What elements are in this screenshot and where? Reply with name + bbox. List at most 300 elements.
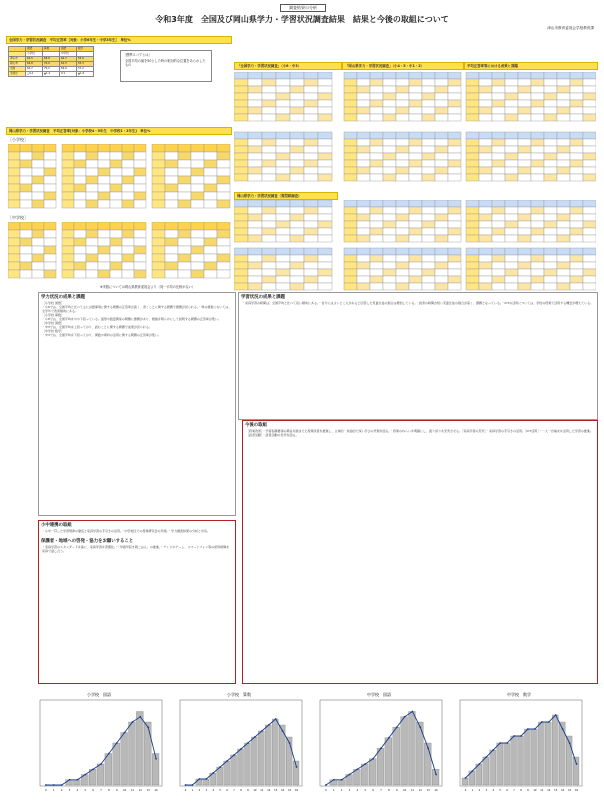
grid-cell <box>409 167 422 174</box>
grid-cell <box>492 139 505 146</box>
chart-tick-label: 14 <box>154 789 158 792</box>
grid-cell <box>134 176 146 184</box>
grid-cell <box>318 207 332 214</box>
grid-cell <box>32 144 44 152</box>
grid-cell <box>98 238 110 246</box>
grid-cell <box>479 93 492 100</box>
chart-bar <box>531 729 537 785</box>
grid-cell <box>8 184 20 192</box>
grid-cell <box>583 132 596 139</box>
section-study-status <box>238 292 598 420</box>
grid-cell <box>134 152 146 160</box>
grid-cell <box>276 174 290 181</box>
grid-cell <box>518 167 531 174</box>
grid-cell <box>357 276 370 283</box>
grid-cell <box>544 248 557 255</box>
grid-cell <box>466 79 479 86</box>
grid-cell <box>531 283 544 290</box>
grid-cell <box>318 235 332 242</box>
grid-cell <box>234 174 248 181</box>
grid-cell <box>178 238 191 246</box>
grid-cell <box>422 214 435 221</box>
grid-cell <box>32 200 44 208</box>
section-future-actions <box>242 420 598 684</box>
grid-cell <box>110 152 122 160</box>
chart-point <box>192 784 194 786</box>
grid-cell <box>518 235 531 242</box>
chart-bar <box>511 736 517 785</box>
grid-cell <box>44 222 56 230</box>
grid-cell <box>217 246 230 254</box>
chart-bar <box>265 725 271 785</box>
grid-cell <box>134 184 146 192</box>
grid-cell <box>318 100 332 107</box>
grid-cell <box>152 184 165 192</box>
grid-cell <box>370 262 383 269</box>
grid-cell <box>479 132 492 139</box>
grid-cell <box>396 107 409 114</box>
score-cell: 68.8 <box>43 57 60 62</box>
grid-cell <box>531 132 544 139</box>
grid-cell <box>583 248 596 255</box>
grid-cell <box>544 283 557 290</box>
grid-cell <box>492 114 505 121</box>
grid-cell <box>110 144 122 152</box>
grid-cell <box>466 107 479 114</box>
grid-cell <box>435 100 448 107</box>
grid-cell <box>98 246 110 254</box>
grid-cell <box>396 269 409 276</box>
grid-cell <box>370 139 383 146</box>
chart-point <box>212 772 214 774</box>
grid-cell <box>8 168 20 176</box>
grid-cell <box>435 214 448 221</box>
grid-cell <box>234 100 248 107</box>
score-cell: 57.2 <box>77 67 94 72</box>
grid-cell <box>304 100 318 107</box>
grid-cell <box>435 146 448 153</box>
grid-cell <box>370 235 383 242</box>
grid-cell <box>344 146 357 153</box>
grid-cell <box>505 72 518 79</box>
grid-cell <box>448 72 461 79</box>
grid-cell <box>122 168 134 176</box>
grid-cell <box>396 79 409 86</box>
grid-cell <box>8 238 20 246</box>
grid-cell <box>165 168 178 176</box>
grid-cell <box>570 114 583 121</box>
grid-cell <box>466 132 479 139</box>
grid-cell <box>74 254 86 262</box>
grid-cell <box>178 184 191 192</box>
grid-cell <box>234 93 248 100</box>
grid-cell <box>98 160 110 168</box>
chart-tick-label: 16 <box>575 789 579 792</box>
grid-cell <box>492 146 505 153</box>
grid-cell <box>448 269 461 276</box>
chart-point <box>388 737 390 739</box>
grid-cell <box>20 152 32 160</box>
grid-cell <box>262 86 276 93</box>
grid-cell <box>479 86 492 93</box>
score-header-cell: 国語 <box>60 47 77 52</box>
grid-cell <box>544 235 557 242</box>
grid-cell <box>134 238 146 246</box>
grid-cell <box>62 200 74 208</box>
grid-cell <box>276 107 290 114</box>
grid-cell <box>32 192 44 200</box>
grid-cell <box>32 176 44 184</box>
grid-cell <box>248 114 262 121</box>
score-cell: 64.7 <box>60 57 77 62</box>
grid-cell <box>276 255 290 262</box>
grid-cell <box>492 269 505 276</box>
grid-cell <box>370 276 383 283</box>
grid-cell <box>583 86 596 93</box>
grid-cell <box>544 139 557 146</box>
grid-cell <box>383 269 396 276</box>
grid-cell <box>479 114 492 121</box>
grid-cell <box>290 79 304 86</box>
grid-cell <box>531 153 544 160</box>
grid-cell <box>276 276 290 283</box>
grid-cell <box>531 255 544 262</box>
grid-cell <box>544 174 557 181</box>
grid-cell <box>370 93 383 100</box>
grid-cell <box>383 160 396 167</box>
grid-cell <box>178 192 191 200</box>
grid-cell <box>518 79 531 86</box>
grid-cell <box>110 192 122 200</box>
grid-cell <box>344 93 357 100</box>
grid-cell <box>304 153 318 160</box>
grid-cell <box>409 107 422 114</box>
grid-cell <box>466 139 479 146</box>
grid-cell <box>344 139 357 146</box>
chart-tick-label: 9 <box>527 789 529 792</box>
grid-cell <box>583 139 596 146</box>
grid-cell <box>110 270 122 278</box>
grid-cell <box>531 114 544 121</box>
grid-cell <box>570 107 583 114</box>
score-cell: 55.6 <box>77 57 94 62</box>
score-header-cell: 数学 <box>77 47 94 52</box>
grid-cell <box>248 248 262 255</box>
grid-cell <box>304 79 318 86</box>
grid-cell <box>370 248 383 255</box>
grid-cell <box>276 72 290 79</box>
junior-label: ［中学校］ <box>8 215 28 220</box>
grid-cell <box>20 270 32 278</box>
grid-cell <box>344 214 357 221</box>
grid-cell <box>344 72 357 79</box>
grid-cell <box>583 283 596 290</box>
grid-cell <box>505 228 518 235</box>
chart-point <box>427 747 429 749</box>
grid-cell <box>422 276 435 283</box>
grid-cell <box>318 72 332 79</box>
grid-cell <box>44 262 56 270</box>
grid-cell <box>276 167 290 174</box>
grid-cell <box>86 262 98 270</box>
grid-cell <box>531 146 544 153</box>
grid-cell <box>191 184 204 192</box>
sec1-text3: ・中3では、全国平均を上回っており、読むことに関する問題で成果が見られる。 <box>42 325 152 329</box>
grid-cell <box>492 262 505 269</box>
grid-cell <box>422 269 435 276</box>
grid-cell <box>62 184 74 192</box>
chart-bar <box>552 715 558 785</box>
chart-point <box>562 728 564 730</box>
grid-cell <box>557 200 570 207</box>
grid-cell <box>505 167 518 174</box>
chart-title: 小学校 国語 <box>87 692 111 697</box>
grid-cell <box>248 283 262 290</box>
grid-cell <box>409 79 422 86</box>
chart-point <box>555 714 557 716</box>
grid-cell <box>479 139 492 146</box>
grid-cell <box>20 230 32 238</box>
chart-tick-label: 14 <box>561 789 565 792</box>
grid-cell <box>479 167 492 174</box>
chart-tick-label: 8 <box>108 789 110 792</box>
chart-tick-label: 15 <box>568 789 572 792</box>
right-top-bar-3: 平均正答率等における成果と課題 <box>464 62 598 70</box>
grid-cell <box>20 192 32 200</box>
chart-tick-label: 3 <box>68 789 71 792</box>
grid-cell <box>152 200 165 208</box>
chart-tick-label: 4 <box>492 789 495 792</box>
score-cell: ▲1.4 <box>43 72 60 77</box>
chart-tick-label: 7 <box>233 789 235 792</box>
grid-cell <box>134 246 146 254</box>
grid-cell <box>466 72 479 79</box>
grid-cell <box>20 246 32 254</box>
grid-cell <box>466 153 479 160</box>
grid-cell <box>304 235 318 242</box>
grid-cell <box>344 276 357 283</box>
grid-cell <box>152 176 165 184</box>
grid-cell <box>557 283 570 290</box>
grid-cell <box>518 72 531 79</box>
score-cell: 全国 <box>9 67 26 72</box>
grid-cell <box>383 262 396 269</box>
grid-cell <box>74 184 86 192</box>
grid-cell <box>217 184 230 192</box>
grid-cell <box>448 132 461 139</box>
grid-cell <box>20 144 32 152</box>
grid-cell <box>448 214 461 221</box>
grid-cell <box>518 107 531 114</box>
grid-cell <box>531 107 544 114</box>
grid-cell <box>531 167 544 174</box>
grid-cell <box>544 207 557 214</box>
grid-cell <box>383 174 396 181</box>
score-cell: 64.7 <box>26 67 43 72</box>
grid-cell <box>290 132 304 139</box>
chart-point <box>412 711 414 713</box>
grid-cell <box>344 262 357 269</box>
grid-cell <box>262 269 276 276</box>
grid-cell <box>344 86 357 93</box>
grid-cell <box>370 255 383 262</box>
grid-cell <box>492 86 505 93</box>
grid-cell <box>178 254 191 262</box>
grid-cell <box>544 132 557 139</box>
grid-cell <box>290 283 304 290</box>
grid-cell <box>276 207 290 214</box>
chart-tick-label: 1 <box>333 789 335 792</box>
grid-cell <box>74 168 86 176</box>
grid-cell <box>122 192 134 200</box>
grid-cell <box>396 248 409 255</box>
grid-cell <box>217 200 230 208</box>
grid-cell <box>492 207 505 214</box>
grid-cell <box>557 153 570 160</box>
small-note: ※実数については岡山県教育委員会より（同一平均の比較がない） <box>100 285 196 289</box>
chart-bar <box>272 719 278 785</box>
chart-bar <box>105 754 112 786</box>
score-cell: ▲1.6 <box>77 72 94 77</box>
grid-cell <box>492 167 505 174</box>
grid-cell <box>557 214 570 221</box>
chart-tick-label: 0 <box>45 789 47 792</box>
grid-cell <box>44 184 56 192</box>
chart-point <box>45 784 47 786</box>
grid-cell <box>518 174 531 181</box>
grid-cell <box>44 230 56 238</box>
grid-cell <box>357 255 370 262</box>
grid-cell <box>505 255 518 262</box>
grid-cell <box>435 107 448 114</box>
grid-cell <box>262 139 276 146</box>
grid-cell <box>409 276 422 283</box>
grid-cell <box>20 200 32 208</box>
grid-cell <box>466 100 479 107</box>
grid-cell <box>383 221 396 228</box>
grid-cell <box>165 254 178 262</box>
grid-cell <box>492 248 505 255</box>
grid-cell <box>110 200 122 208</box>
chart-bar <box>251 737 257 785</box>
grid-cell <box>32 238 44 246</box>
grid-cell <box>134 270 146 278</box>
grid-cell <box>276 100 290 107</box>
grid-cell <box>544 228 557 235</box>
chart-point <box>116 742 118 744</box>
grid-cell <box>370 146 383 153</box>
grid-cell <box>32 222 44 230</box>
grid-cell <box>178 230 191 238</box>
grid-cell <box>435 235 448 242</box>
grid-cell <box>74 222 86 230</box>
grid-cell <box>357 107 370 114</box>
grid-cell <box>234 107 248 114</box>
grid-cell <box>20 176 32 184</box>
grid-cell <box>134 230 146 238</box>
chart-bar <box>361 764 368 785</box>
grid-cell <box>191 254 204 262</box>
chart-bar <box>497 743 503 785</box>
score-cell: 64.6 <box>60 67 77 72</box>
grid-cell <box>290 153 304 160</box>
grid-cell <box>304 107 318 114</box>
chart-bar <box>401 717 408 785</box>
grid-cell <box>276 153 290 160</box>
grid-cell <box>318 200 332 207</box>
grid-cell <box>383 79 396 86</box>
grid-cell <box>505 214 518 221</box>
grid-cell <box>396 114 409 121</box>
grid-cell <box>304 248 318 255</box>
grid-cell <box>234 79 248 86</box>
grid-cell <box>422 235 435 242</box>
grid-cell <box>357 100 370 107</box>
grid-cell <box>409 200 422 207</box>
grid-cell <box>318 132 332 139</box>
grid-cell <box>479 255 492 262</box>
grid-cell <box>191 262 204 270</box>
grid-cell <box>86 176 98 184</box>
grid-cell <box>544 269 557 276</box>
grid-cell <box>505 139 518 146</box>
grid-cell <box>234 255 248 262</box>
grid-cell <box>110 246 122 254</box>
grid-cell <box>557 207 570 214</box>
chart-point <box>548 721 550 723</box>
grid-cell <box>290 248 304 255</box>
grid-cell <box>344 174 357 181</box>
grid-cell <box>191 160 204 168</box>
grid-cell <box>134 254 146 262</box>
grid-cell <box>505 79 518 86</box>
grid-cell <box>152 144 165 152</box>
grid-cell <box>304 214 318 221</box>
chart-point <box>506 742 508 744</box>
grid-cell <box>583 276 596 283</box>
chart-tick-label: 0 <box>464 789 467 792</box>
grid-cell <box>357 160 370 167</box>
chart-point <box>124 732 126 734</box>
grid-cell <box>422 228 435 235</box>
grid-cell <box>290 72 304 79</box>
grid-cell <box>204 238 217 246</box>
grid-cell <box>370 100 383 107</box>
chart-bar <box>238 749 244 785</box>
grid-cell <box>248 139 262 146</box>
grid-cell <box>98 262 110 270</box>
grid-cell <box>448 160 461 167</box>
grid-cell <box>204 168 217 176</box>
chart-point <box>357 768 359 770</box>
grid-cell <box>248 200 262 207</box>
chart-tick-label: 10 <box>533 789 537 792</box>
left-top-bar: 全国学力・学習状況調査 平均正答率［対象：小学6年生・中学3年生］ 単位% <box>6 36 232 44</box>
chart-point <box>372 758 374 760</box>
chart-bar <box>203 779 209 785</box>
chart-tick-label: 14 <box>281 789 285 792</box>
grid-cell <box>409 100 422 107</box>
grid-cell <box>396 235 409 242</box>
grid-cell <box>234 160 248 167</box>
grid-cell <box>304 200 318 207</box>
chart-point <box>268 724 270 726</box>
organization-label: 津山市教育委員会学校教育課 <box>547 26 594 30</box>
grid-cell <box>44 254 56 262</box>
grid-cell <box>217 144 230 152</box>
grid-cell <box>86 184 98 192</box>
grid-cell <box>304 160 318 167</box>
